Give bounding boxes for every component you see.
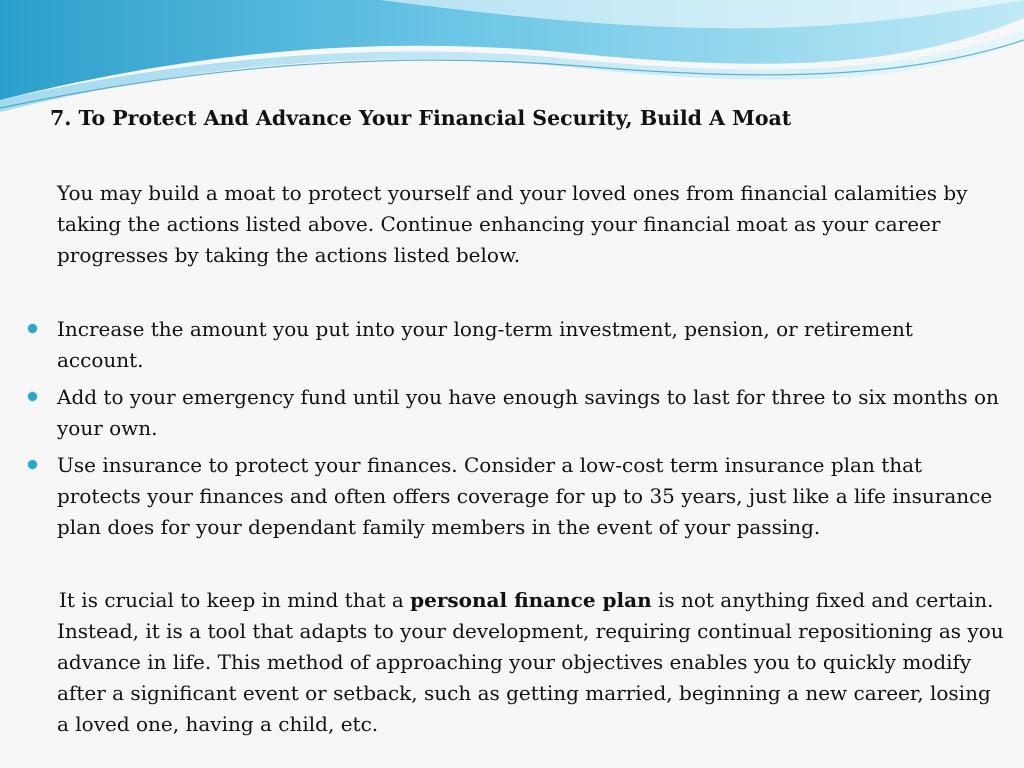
list-item (0, 314, 1000, 376)
list-item-text: Use insurance to protect your finances. Consider a low-cost term insurance plan that protects your finances and often offers coverage for up to 35 years, just like a life insurance plan does for your dependant family members in the event of your passing. (57, 453, 993, 539)
intro-paragraph: You may build a moat to protect yourself and your loved ones from financial calamities by taking the actions listed above. Continue enhancing your financial moat as your career progresses by taking the actions listed below. (57, 181, 968, 267)
bullet-dot-icon (28, 460, 37, 469)
closing-emphasis: personal finance plan (410, 588, 652, 612)
list-item-text: Increase the amount you put into your long-term investment, pension, or retirement account. (57, 317, 913, 372)
list-item (0, 382, 1000, 444)
list-item-text: Add to your emergency fund until you have enough savings to last for three to six months on your own. (57, 385, 999, 440)
bullet-dot-icon (28, 392, 37, 401)
bullet-dot-icon (28, 324, 37, 333)
closing-text-start: It is crucial to keep in mind that a (59, 588, 411, 612)
list-item (0, 450, 1000, 543)
slide-title: 7. To Protect And Advance Your Financial Security, Build A Moat (50, 106, 792, 130)
closing-text-end: is not anything fixed and certain. Instead, it is a tool that adapts to your development, requiring continual repositioning as you advance in life. This method of approaching your objectives enables you to quickly modify after a significant event or setback, such as getting married, beginning a new career, losing a loved one, having a child, etc. (57, 588, 1004, 736)
action-list (0, 314, 1000, 549)
header-wave-decoration (0, 0, 1024, 120)
closing-paragraph (57, 585, 1007, 740)
